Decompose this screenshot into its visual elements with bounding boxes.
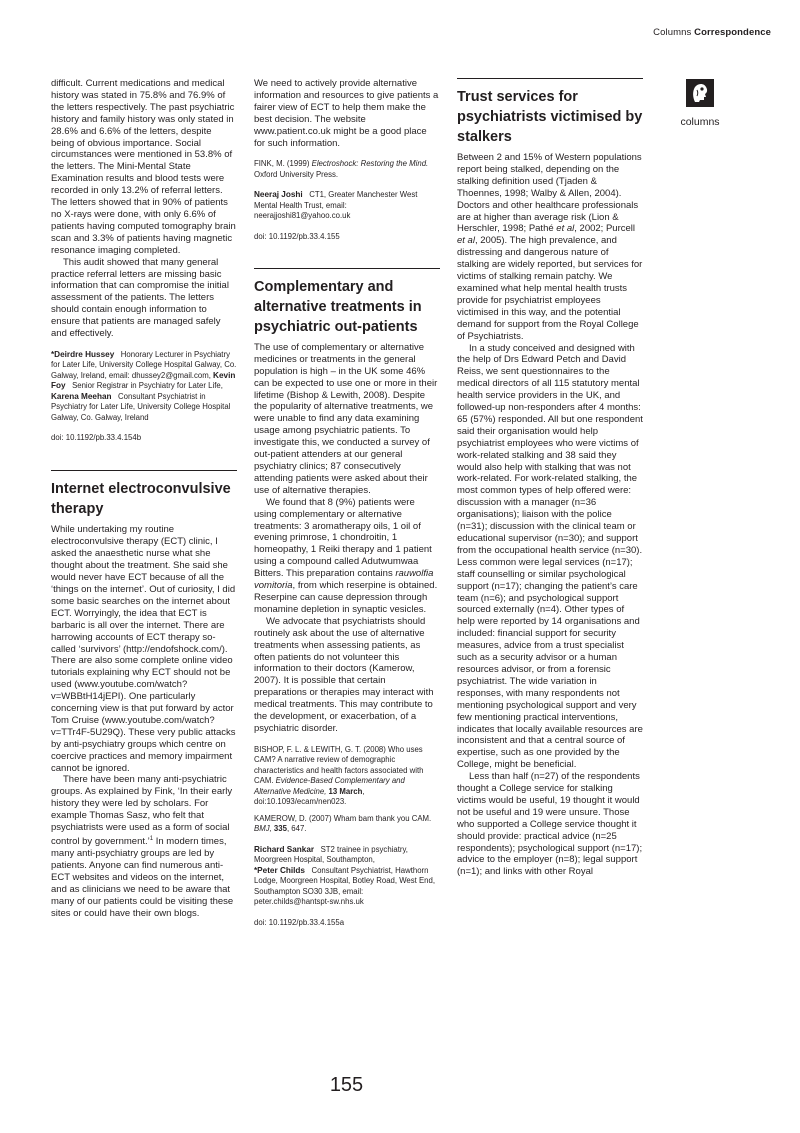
- page-number: 155: [329, 1074, 364, 1096]
- running-header: [653, 27, 771, 38]
- article-title: Internet electroconvulsive therapy: [51, 481, 231, 518]
- section-divider: [457, 78, 643, 79]
- column-3: [457, 78, 643, 878]
- header-subsection: Correspondence: [694, 27, 771, 38]
- body-paragraph: We need to actively provide alternative information and resources to give patients a fairer view of ECT to help them make the best decision. The website www.patient.co.uk might be a good place for such information.: [254, 78, 439, 149]
- body-paragraph: This audit showed that many general practice referral letters are missing basic information that can compromise the initial assessment of the patients. The letters should contain enough information to ensure that patients are managed safely and effectively.: [51, 256, 229, 340]
- reference: FINK, M. (1999) Electroshock: Restoring the Mind. Oxford University Press.: [254, 159, 429, 179]
- body-paragraph: There have been many anti-psychiatric groups. As explained by Fink, ‘In their early history they were led by scholars. For example Thomas Sasz, who felt that psychiatrists were used as a form of social control by government.’$^1$ In modern times, many anti-psychiatry groups are led by patients. Anyone can find numerous anti-ECT websites and videos on the internet, and as clinicians we need to be aware that many of our patients could be visiting these sites or could have their own blogs.: [51, 774, 234, 919]
- section-divider: [51, 470, 237, 471]
- doi: doi: 10.1192/pb.33.4.154b: [51, 433, 142, 443]
- body-paragraph: We advocate that psychiatrists should routinely ask about the use of alternative treatments when assessing patients, as often patients do not volunteer this information to their doctors (Kamerow, 2007). It is possible that certain preparations or therapies may interact with medical treatments. This may contribute to the development, or exacerbation, of a psychiatric disorder.: [254, 615, 434, 734]
- author-affiliation: Richard Sankar ST2 trainee in psychiatry, Moorgreen Hospital, Southampton, *Peter Childs Consultant Psychiatrist, Hawthorn Lodge, Moorgreen Hospital, Botley Road, West End, Southampton SO30 3JB, email: peter.childs@hantspt-sw.nhs.uk: [254, 844, 436, 907]
- header-section: Columns: [653, 27, 692, 38]
- columns-label: columns: [680, 116, 720, 128]
- article-title: Trust services for psychiatrists victimised by stalkers: [457, 89, 643, 145]
- body-paragraph: difficult. Current medications and medical history was stated in 75.8% and 76.9% of the letters respectively. The past psychiatric history and family history was only stated in 28.6% and 6.6% of the letters, despite being of obvious importance. Social circumstances were mentioned in 53.8% of the letters. The Mini-Mental State Examination results and blood tests were recorded in only 13.2% of referral letters. The letters showed that in 90% of patients no X-rays were done, with only 6.6% of patients having computed tomography brain scan and 3.3% of patients having magnetic resonance imaging completed.: [51, 78, 236, 256]
- author-name: Richard Sankar: [254, 844, 315, 854]
- body-paragraph: Between 2 and 15% of Western populations report being stalked, depending on the stalking definition used (Tjaden & Thoennes, 1998; Walby & Allen, 2004). Doctors and other healthcare professionals are at higher than average risk (Lion & Herschler, 1998; Pathé et al, 2002; Purcell et al, 2005). The high prevalence, and distressing and dangerous nature of stalking are widely reported, but services for victims of stalking remain patchy. We examined what help mental health trusts provide for psychiatrist employees victimised in this way, and the potential demand for support from the Royal College of Psychiatrists.: [457, 152, 643, 342]
- columns-head-icon: [685, 78, 715, 108]
- column-2: [254, 78, 440, 927]
- author-name: *Peter Childs: [254, 865, 305, 875]
- author-name: Karena Meehan: [51, 391, 112, 401]
- body-paragraph: The use of complementary or alternative medicines or treatments in the general population is high – in the UK some 46% can be expected to use one or more in their lifetime (Bishop & Lewith, 2008). Despite the popularity of alternative treatments, we were unable to find any data examining usage among psychiatric patients. To investigate this, we conducted a survey of out-patient attenders at our general psychiatry clinics; 87 consecutively attending patients were asked about their use of alternative therapies.: [254, 341, 438, 496]
- doi: doi: 10.1192/pb.33.4.155a: [254, 917, 345, 927]
- author-name: Kevin Foy: [51, 370, 236, 391]
- doi: doi: 10.1192/pb.33.4.155: [254, 231, 340, 241]
- author-affiliation: Neeraj Joshi CT1, Greater Manchester West Mental Health Trust, email: neerajjoshi81@yahoo.co.uk: [254, 190, 418, 221]
- footnote-ref: 1: [149, 836, 154, 842]
- reference: BISHOP, F. L. & LEWITH, G. T. (2008) Who uses CAM? A narrative review of demographic characteristics and health factors associated with CAM. Evidence-Based Complementary and Alternative Medicine, 13 March, doi:10.1093/ecam/nen023.: [254, 744, 424, 807]
- body-paragraph: In a study conceived and designed with the help of Drs Edward Petch and David Reiss, we sent questionnaires to the medical directors of all 115 statutory mental health service providers in the UK, and followed-up non-responders after 4 months: 65 (57%) responded. All but one respondent said their organisation would help psychiatrist employees who were victims of work-related stalking and 38 said they would also help with stalking that was not work-related. For work-related stalking, the most common types of help offered were: discussion with a manager (n=36 organisations); liaison with the police (n=31); discussion with the clinical team or educational supervisor (n=30); and support from the occupational health service (n=30). Less common were legal services (n=17); staff counselling or similar psychological support (n=17); changing the patient’s care team (n=6); and psychological support sourced externally (n=4). Other types of help were reported by 14 organisations and included: financial support for security measures, advice from a trust specialist such as a security advisor or a human resources advisor, or from a forensic psychiatrist. The wide variation in responses, with many respondents not mentioning psychological support and very few mentioning practical interventions, indicates that locally available resources are inconsistent and that a central source of expertise, such as one provided by the College, might be beneficial.: [457, 342, 643, 771]
- columns-badge: [668, 78, 732, 128]
- article-title: Complementary and alternative treatments in psychiatric out-patients: [254, 278, 422, 335]
- body-paragraph: While undertaking my routine electroconvulsive therapy (ECT) clinic, I asked the anaesthetic nurse what she thought about the treatment. She said she would never have ECT because of all the ‘things on the internet’. Out of curiosity, I did some basic searches on the internet about ECT. Worryingly, the idea that ECT is barbaric is all over the internet. There are harrowing accounts of ECT therapy so-called ‘survivors’ (http://endofshock.com/). There are also some complete online video tutorials explaining why ECT should not be used (www.youtube.com/watch?v=WBBtH14jEPI). One particularly concerning view is that put forward by actor Tom Cruise (www.youtube.com/watch?v=TTr4F-5U29Q). These very public attacks by anti-psychiatry groups which centre on coercive practices and memory impairment cannot be ignored.: [51, 524, 236, 774]
- author-name: Neeraj Joshi: [254, 190, 303, 200]
- body-paragraph: Less than half (n=27) of the respondents thought a College service for stalking victims would be useful, 19 thought it would not be useful and 19 were unsure. Those who supported a College service thought it should provide: practical advice (n=25 respondents); psychological support (n=17); advice to the employer (n=8); legal support (n=1); and links with other Royal: [457, 771, 643, 878]
- column-1: [51, 78, 237, 920]
- body-paragraph: We found that 8 (9%) patients were using complementary or alternative treatments: 3 aromatherapy oils, 1 oil of evening primrose, 1 chondroitin, 1 homeopathy, 1 Reiki therapy and 1 patient using a compound called Adutwumwaa Bitters. This preparation contains rauwolfia vomitoria, from which reserpine is obtained. Reserpine can cause depression through monamine depletion in synaptic vesicles.: [254, 496, 438, 615]
- reference: KAMEROW, D. (2007) Wham bam thank you CAM. BMJ, 335, 647.: [254, 813, 432, 834]
- section-divider: [254, 268, 440, 269]
- author-name: *Deirdre Hussey: [51, 349, 115, 359]
- author-affiliation: *Deirdre Hussey Honorary Lecturer in Psychiatry for Later Life, University College Hospital Galway, Co. Galway, Ireland, email: dhussey2@gmail.com, Kevin Foy Senior Registrar in Psychiatry for Later Life, Karena Meehan Consultant Psychiatrist in Psychiatry for Later Life, University College Hospital Galway, Co. Galway, Ireland: [51, 349, 237, 422]
